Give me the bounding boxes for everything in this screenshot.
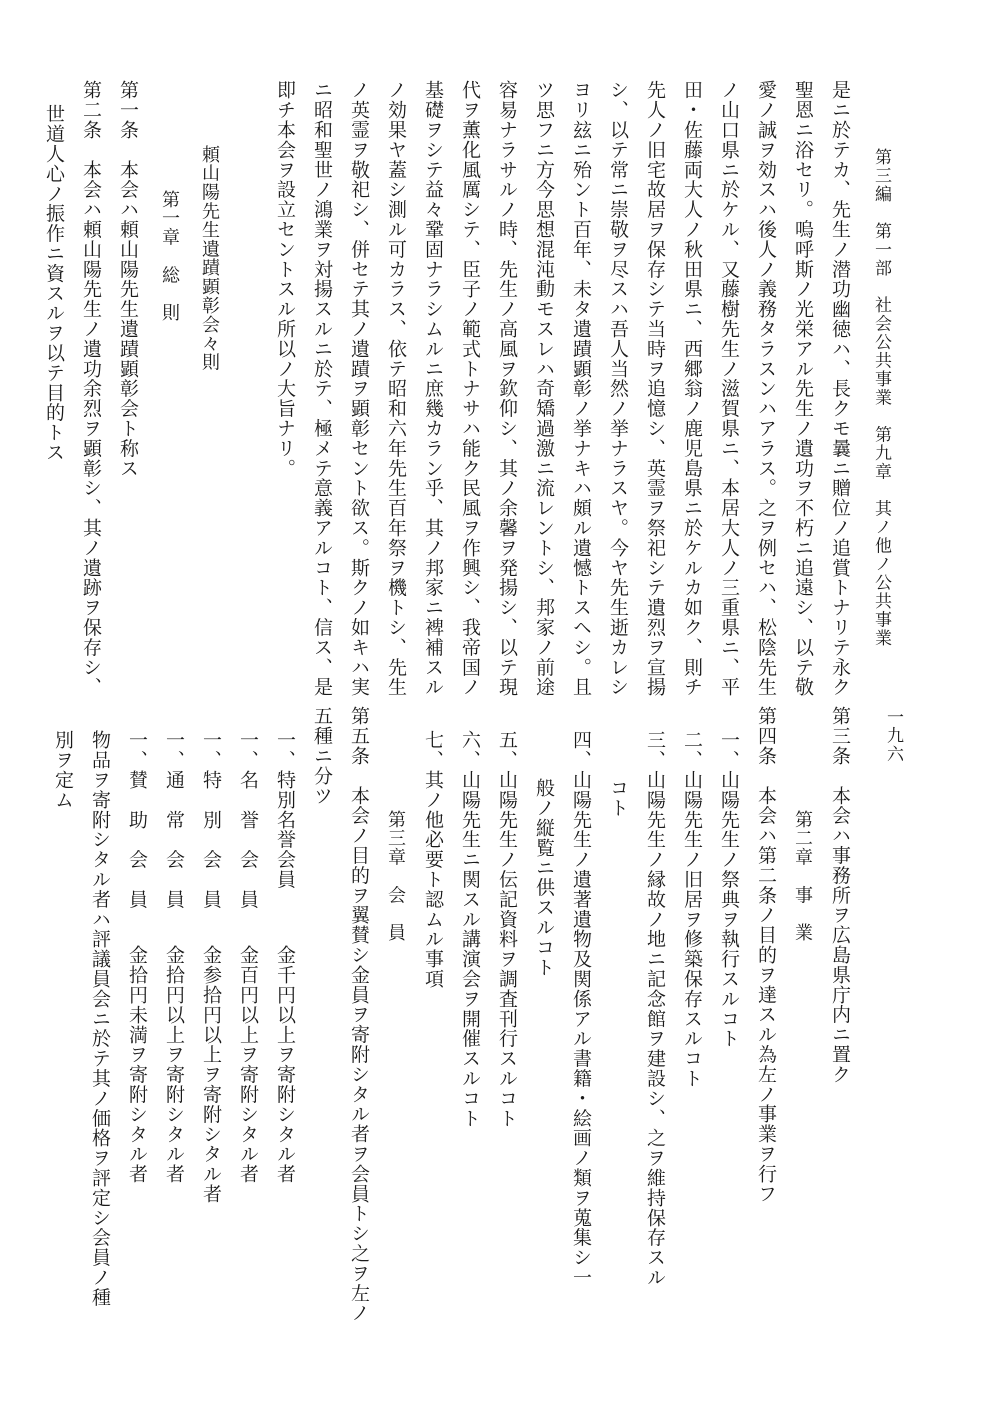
list-item-continuation: コト (607, 778, 629, 818)
running-header: 第三編 第一部 社会公共事業 第九章 其ノ他ノ公共事業 (871, 148, 891, 648)
prose-line: ツ思フニ方今思想混沌動モスレハ奇矯過激ニ流レントシ、邦家ノ前途 (533, 80, 555, 697)
list-item: 六、山陽先生ニ関スル講演会ヲ開催スルコト (459, 730, 481, 1128)
rules-title: 頼山陽先生遺蹟顕彰会々則 (199, 145, 220, 372)
member-condition: 金参拾円以上ヲ寄附シタル者 (200, 945, 222, 1204)
member-kind: 一、特 別 会 員 (200, 730, 222, 910)
prose-line: 聖恩ニ浴セリ。嗚呼斯ノ光栄アル先生ノ遺功ヲ不朽ニ追遠シ、以テ敬 (792, 80, 814, 697)
article-5-continuation: 五種ニ分ツ (311, 706, 333, 806)
member-kind: 一、特別名誉会員 (274, 730, 296, 890)
prose-line: ニ昭和聖世ノ鴻業ヲ対揚スルニ於テ、極メテ意義アルコト、信ス、是 (311, 80, 333, 697)
member-kind: 一、通 常 会 員 (163, 730, 185, 910)
list-item-continuation: 般ノ縦覧ニ供スルコト (533, 778, 555, 977)
article-1: 第一条 本会ハ頼山陽先生遺蹟顕彰会ト称ス (117, 80, 139, 478)
prose-line: 即チ本会ヲ設立セントスル所以ノ大旨ナリ。 (274, 80, 296, 478)
member-condition: 金拾円以上ヲ寄附シタル者 (163, 945, 185, 1184)
article-3: 第三条 本会ハ事務所ヲ広島県庁内ニ置ク (829, 706, 851, 1085)
member-kind: 一、賛 助 会 員 (126, 730, 148, 910)
member-condition: 金百円以上ヲ寄附シタル者 (237, 945, 259, 1184)
prose-line: 先人ノ旧宅故居ヲ保存シテ当時ヲ追憶シ、英霊ヲ祭祀シテ遺烈ヲ宣揚 (644, 80, 666, 697)
list-item: 七、其ノ他必要ト認ムル事項 (422, 730, 444, 989)
list-item: 一、山陽先生ノ祭典ヲ執行スルコト (718, 730, 740, 1049)
prose-line: 田・佐藤両大人ノ秋田県ニ、西郷翁ノ鹿児島県ニ於ケルカ如ク、則チ (681, 80, 703, 697)
prose-line: ノ英霊ヲ敬祀シ、併セテ其ノ遺蹟ヲ顕彰セント欲ス。斯クノ如キハ実 (348, 80, 370, 697)
article-2: 第二条 本会ハ頼山陽先生ノ遺功余烈ヲ顕彰シ、其ノ遺跡ヲ保存シ、 (80, 80, 102, 697)
prose-line: ノ効果ヤ蓋シ測ル可カラス、依テ昭和六年先生百年祭ヲ機トシ、先生 (385, 80, 407, 697)
prose-line: 代ヲ薫化風厲シテ、臣子ノ範式トナサハ能ク民風ヲ作興シ、我帝国ノ (459, 80, 481, 697)
prose-line: 基礎ヲシテ益々鞏固ナラシムルニ庶幾カラン乎、其ノ邦家ニ裨補スル (422, 80, 444, 697)
prose-line: ヨリ玆ニ殆ント百年、未タ遺蹟顕彰ノ挙ナキハ頗ル遺憾トスヘシ。且 (570, 80, 592, 697)
prose-line: 愛ノ誠ヲ効スハ後人ノ義務タラスンハアラス。之ヲ例セハ、松陰先生 (755, 80, 777, 697)
prose-line: シ、以テ常ニ崇敬ヲ尽スハ吾人当然ノ挙ナラスヤ。今ヤ先生逝カレシ (607, 80, 629, 697)
chapter-1-heading: 第一章 総 則 (159, 190, 180, 323)
prose-line: 是ニ於テカ、先生ノ潜功幽徳ハ、長クモ曩ニ贈位ノ追賞トナリテ永ク (829, 80, 851, 697)
list-item: 三、山陽先生ノ縁故ノ地ニ記念館ヲ建設シ、之ヲ維持保存スル (644, 730, 666, 1288)
list-item: 二、山陽先生ノ旧居ヲ修築保存スルコト (681, 730, 703, 1089)
chapter-2-heading: 第二章 事 業 (792, 810, 813, 943)
article-5: 第五条 本会ノ目的ヲ翼賛シ金員ヲ寄附シタル者ヲ会員トシ之ヲ左ノ (348, 706, 370, 1323)
prose-line: 容易ナラサルノ時、先生ノ高風ヲ欽仰シ、其ノ余馨ヲ発揚シ、以テ現 (496, 80, 518, 697)
list-item: 五、山陽先生ノ伝記資料ヲ調査刊行スルコト (496, 730, 518, 1128)
member-condition: 金拾円未満ヲ寄附シタル者 (126, 945, 148, 1184)
page-number: 一九六 (883, 708, 903, 764)
goods-clause: 物品ヲ寄附シタル者ハ評議員会ニ於テ其ノ価格ヲ評定シ会員ノ種 (89, 730, 111, 1308)
list-item: 四、山陽先生ノ遺著遺物及関係アル書籍・絵画ノ類ヲ蒐集シ一 (570, 730, 592, 1288)
goods-clause-continuation: 別ヲ定ム (52, 730, 74, 810)
member-kind: 一、名 誉 会 員 (237, 730, 259, 910)
prose-line: ノ山口県ニ於ケル、又藤樹先生ノ滋賀県ニ、本居大人ノ三重県ニ、平 (718, 80, 740, 697)
article-4: 第四条 本会ハ第二条ノ目的ヲ達スル為左ノ事業ヲ行フ (755, 706, 777, 1204)
article-2-continuation: 世道人心ノ振作ニ資スルヲ以テ目的トス (43, 104, 65, 463)
chapter-3-heading: 第三章 会 員 (385, 810, 406, 943)
member-condition: 金千円以上ヲ寄附シタル者 (274, 945, 296, 1184)
